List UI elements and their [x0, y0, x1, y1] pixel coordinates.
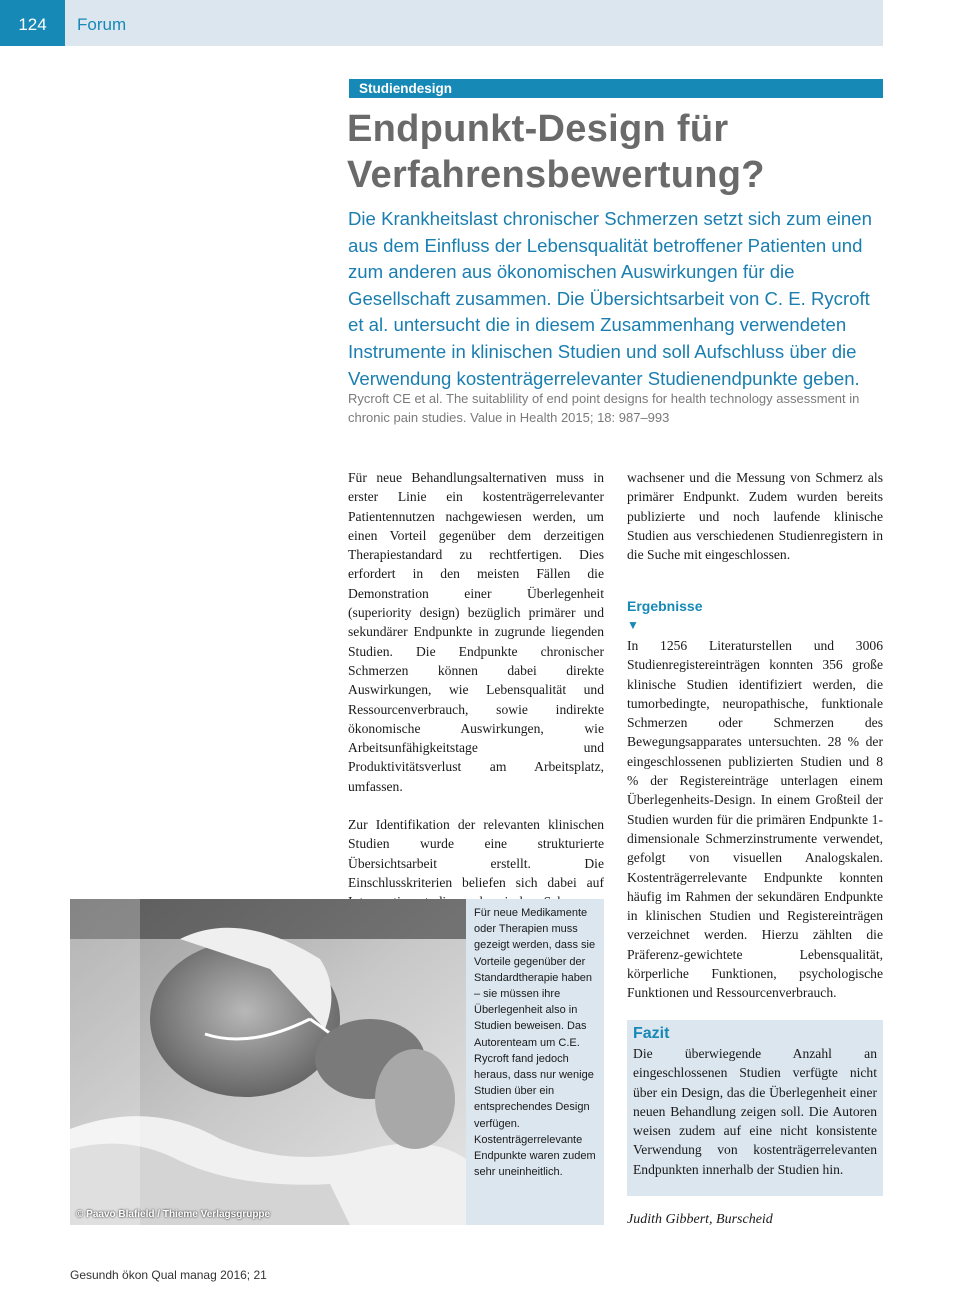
fazit-text: Die überwiegende Anzahl an eingeschlossenen Studien verfügte nicht über ein Design, das die Überlegenheit einer neuen Behandlung zeigen soll. Die Autoren weisen zudem auf eine nicht konsistente Verwendung von kostenträgerrelevanten Endpunkten innerhalb der Studien hin.: [633, 1046, 877, 1177]
body-column-right: [627, 468, 883, 583]
results-paragraph: In 1256 Literaturstellen und 3006 Studienregistereinträgen konnten 356 große klinische Studien identifiziert werden, die tumorbedingte, neuropathische, funktionale Schmerzen oder Schmerzen des Bewegungsapparates untersuchten. 28 % der eingeschlossenen publizierten Studien und 8 % der Registereinträge unterlagen einem Überlegenheits-Design. In einem Großteil der Studien wurden für die primären Endpunkte 1-dimensionale Schmerzinstrumente verwendet, gefolgt von visuellen Analogskalen. Kostenträgerrelevante Endpunkte konnten häufig im Rahmen der sekundären Endpunkte in klinischen Studien und Registereinträgen verzeichnet werden. Hierzu zählten die Präferenz-gewichtete Lebensqualität, körperliche Funktionen, psychologische Funktionen und Ressourcenverbrauch.: [627, 638, 883, 1001]
article-title: Endpunkt-Design für Verfahrensbewertung?: [347, 108, 765, 196]
footer-citation: Gesundh ökon Qual manag 2016; 21: [70, 1268, 267, 1282]
results-heading: Ergebnisse: [627, 598, 703, 614]
article-reference: Rycroft CE et al. The suitablility of end point designs for health technology assessment in chronic pain studies. Value in Health 2015; 18: 987–993: [348, 391, 860, 425]
author-line: Judith Gibbert, Burscheid: [627, 1212, 773, 1227]
triangle-down-icon: ▼: [627, 618, 639, 632]
fazit-heading: Fazit: [633, 1025, 670, 1042]
article-lead: Die Krankheitslast chronischer Schmerzen setzt sich zum einen aus dem Einfluss der Lebensqualität betroffener Patienten und zum anderen aus ökonomischen Auswirkungen für die Gesellschaft zusammen. Die Übersichtsarbeit von C. E. Rycroft et al. untersucht die in diesem Zusammenhang verwendeten Instrumente in klinischen Studien und soll Aufschluss über die Verwendung kostenträgerrelevanter Studienendpunkte geben.: [348, 208, 872, 389]
results-column: [627, 636, 883, 1022]
caption-box: [466, 899, 604, 1225]
caption-text: Für neue Medikamente oder Therapien muss gezeigt werden, dass sie Vorteile gegenüber der Standardtherapie haben – sie müssen ihre Überlegenheit also in Studien beweisen. Das Autorenteam um C.E. Rycroft fand jedoch heraus, dass nur wenige Studien über ein entsprechendes Design verfügen. Kostenträgerrelevante Endpunkte waren zudem sehr uneinheitlich.: [474, 907, 596, 1179]
header-bar: [0, 0, 883, 46]
page-number: 124: [0, 0, 65, 46]
fazit-box: [627, 1020, 883, 1196]
body-paragraph: Zur Identifikation der relevanten klinischen Studien wurde eine strukturierte Übersichtsarbeit erstellt. Die Einschlusskriterien beliefen sich dabei auf: [348, 817, 604, 890]
section-label: Forum: [77, 15, 127, 34]
body-column-left: [348, 468, 604, 950]
patient-photo: [70, 899, 466, 1225]
photo-credit: © Paavo Blafield / Thieme Verlagsgruppe: [76, 1209, 271, 1220]
body-paragraph: wachsener und die Messung von Schmerz als primärer Endpunkt. Zudem wurden bereits publizierte und noch laufende klinische Studien aus verschiedenen Studienregistern in die Suche mit eingeschlossen.: [627, 470, 883, 563]
body-paragraph: Für neue Behandlungsalternativen muss in erster Linie ein kostenträgerrelevanter Patientennutzen nachgewiesen werden, um einen Vorteil gegenüber dem derzeitigen Therapiestandard zu rechtfertigen. Dies erfordert in den meisten Fällen die Demonstration einer Überlegenheit (superiority design) bezüglich primärer und sekundärer Endpunkte in zugrunde liegenden Studien. Die Endpunkte chronischer Schmerzen können dabei direkte Auswirkungen, wie Lebensqualität und Ressourcenverbrauch, sowie indirekte ökonomische Auswirkungen, wie Arbeitsunfähigkeitstage und Produktivitätsverlust am Arbeitsplatz, umfassen.: [348, 470, 604, 794]
category-label: Studiendesign: [349, 79, 883, 98]
